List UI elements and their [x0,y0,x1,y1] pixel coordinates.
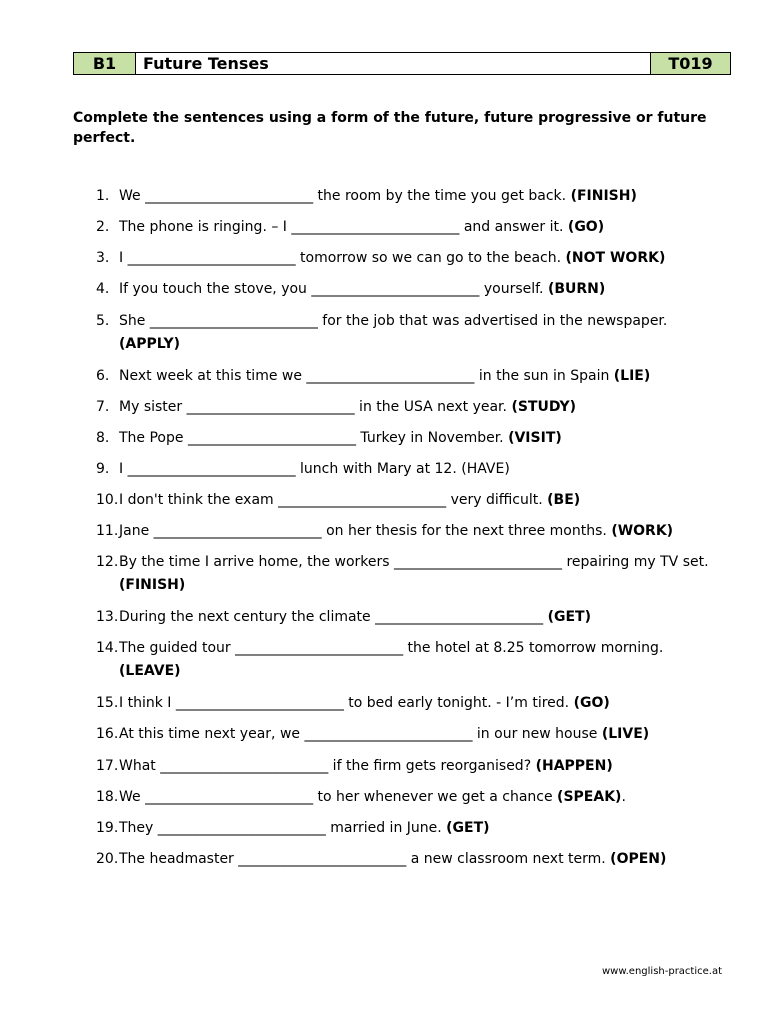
sentence-end: in the USA next year. [354,399,512,415]
sentence-start: They [119,820,158,836]
exercise-number: 12. [96,554,119,570]
sentence-end: tomorrow so we can go to the beach. [295,250,566,266]
verb-hint: (GET) [547,609,591,625]
exercise-number: 13. [96,609,119,625]
exercise-sentence [119,606,591,629]
answer-blank: ________________________ [238,851,407,867]
sentence-start: My sister [119,399,187,415]
exercise-number: 5. [96,313,110,329]
verb-hint: (STUDY) [511,399,576,415]
sentence-start: By the time I arrive home, the workers [119,554,395,570]
sentence-end: lunch with Mary at 12. [295,461,462,477]
answer-blank: ________________________ [235,640,404,656]
exercise-sentence [119,365,650,388]
sentence-end: very difficult. [446,492,548,508]
exercise-number: 4. [96,281,110,297]
sentence-start: At this time next year, we [119,726,305,742]
sentence-end: in our new house [472,726,602,742]
answer-blank: ________________________ [186,399,355,415]
sentence-end: on her thesis for the next three months. [321,523,612,539]
exercise-number: 11. [96,523,119,539]
verb-hint: (HAVE) [461,461,510,477]
answer-blank: ________________________ [278,492,447,508]
sentence-start: I don't think the exam [119,492,279,508]
verb-hint: (NOT WORK) [565,250,666,266]
answer-blank: ________________________ [187,430,356,446]
verb-hint: (BURN) [547,281,606,297]
exercise-sentence [119,692,610,715]
sentence-end: a new classroom next term. [406,851,611,867]
sentence-start: Jane [119,523,154,539]
answer-blank: ________________________ [145,188,314,204]
verb-hint: (HAPPEN) [535,758,613,774]
instructions: Complete the sentences using a form of the future, future progressive or future perfect. [73,110,707,146]
answer-blank: ________________________ [160,758,329,774]
exercise-number: 18. [96,789,119,805]
answer-blank: ________________________ [127,461,296,477]
sentence-end: the room by the time you get back. [313,188,571,204]
exercise-sentence [119,637,663,660]
sentence-end: if the firm gets reorganised? [328,758,536,774]
sentence-start: I [119,461,128,477]
sentence-end: to her whenever we get a chance [313,789,558,805]
exercise-number: 8. [96,430,110,446]
level-badge: B1 [74,53,136,74]
exercise-number: 20. [96,851,119,867]
exercise-sentence [119,723,649,746]
exercise-number: 16. [96,726,119,742]
sentence-start: I think I [119,695,176,711]
exercise-number: 1. [96,188,110,204]
exercise-sentence [119,427,562,450]
answer-blank: ________________________ [304,726,473,742]
verb-hint: (FINISH) [119,577,186,593]
sentence-end: and answer it. [459,219,568,235]
exercise-sentence [119,551,709,574]
sentence-start: The guided tour [119,640,236,656]
exercise-number: 9. [96,461,110,477]
exercise-sentence [119,489,580,512]
sentence-start: The phone is ringing. – I [119,219,292,235]
exercise-number: 17. [96,758,119,774]
exercise-sentence [119,817,490,840]
exercise-sentence [119,848,666,871]
sentence-end: repairing my TV set. [562,554,709,570]
verb-hint: (LEAVE) [119,663,181,679]
exercise-sentence [119,786,626,809]
exercise-sentence [119,755,613,778]
sentence-end: yourself. [479,281,548,297]
answer-blank: ________________________ [127,250,296,266]
answer-blank: ________________________ [175,695,344,711]
sentence-start: She [119,313,150,329]
sentence-end: in the sun in Spain [474,368,614,384]
answer-blank: ________________________ [153,523,322,539]
answer-blank: ________________________ [306,368,475,384]
exercise-sentence [119,185,637,208]
verb-hint: (APPLY) [119,336,181,352]
exercise-number: 10. [96,492,119,508]
sentence-end: for the job that was advertised in the newspaper. [317,313,668,329]
answer-blank: ________________________ [291,219,460,235]
exercise-sentence [119,458,510,481]
exercise-number: 2. [96,219,110,235]
answer-blank: ________________________ [394,554,563,570]
worksheet-code: T019 [650,53,730,74]
sentence-start: I [119,250,128,266]
exercise-number: 19. [96,820,119,836]
verb-hint: (GO) [567,219,605,235]
answer-blank: ________________________ [375,609,544,625]
exercise-number: 3. [96,250,110,266]
sentence-start: We [119,789,146,805]
answer-blank: ________________________ [311,281,480,297]
sentence-end: Turkey in November. [355,430,509,446]
exercise-sentence [119,247,665,270]
sentence-end: married in June. [325,820,447,836]
answer-blank: ________________________ [145,789,314,805]
verb-hint: (VISIT) [508,430,562,446]
verb-hint: (BE) [547,492,581,508]
verb-hint: (SPEAK) [557,789,622,805]
answer-blank: ________________________ [157,820,326,836]
sentence-start: We [119,188,146,204]
sentence-end: the hotel at 8.25 tomorrow morning. [403,640,664,656]
sentence-tail: . [621,789,626,805]
verb-hint: (FINISH) [570,188,637,204]
verb-hint: (GO) [573,695,610,711]
sentence-start: During the next century the climate [119,609,376,625]
exercise-number: 14. [96,640,119,656]
answer-blank: ________________________ [149,313,318,329]
exercise-sentence [119,310,667,333]
sentence-end: to bed early tonight. - I’m tired. [343,695,574,711]
exercise-number: 7. [96,399,110,415]
worksheet-title: Future Tenses [136,53,650,74]
exercise-number: 6. [96,368,110,384]
exercise-number: 15. [96,695,119,711]
sentence-start: What [119,758,161,774]
verb-hint: (GET) [446,820,490,836]
verb-hint: (OPEN) [610,851,667,867]
verb-hint: (LIVE) [601,726,650,742]
exercise-sentence [119,216,604,239]
sentence-start: The Pope [119,430,188,446]
footer-url: www.english-practice.at [602,966,723,977]
sentence-start: The headmaster [119,851,239,867]
sentence-start: If you touch the stove, you [119,281,312,297]
verb-hint: (LIE) [613,368,651,384]
exercise-sentence [119,520,673,543]
exercise-sentence [119,396,576,419]
verb-hint: (WORK) [611,523,674,539]
sentence-start: Next week at this time we [119,368,307,384]
exercise-sentence [119,278,605,301]
